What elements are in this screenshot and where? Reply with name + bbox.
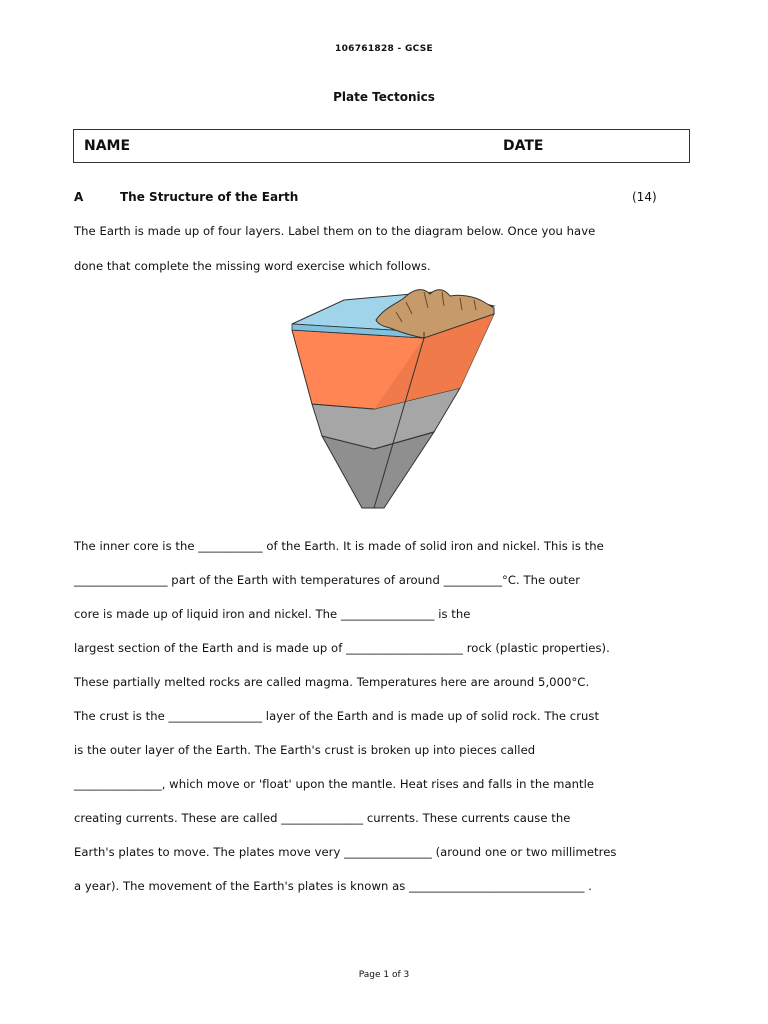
exercise-line: The inner core is the ___________ of the Earth. It is made of solid iron and nickel. This is the — [74, 539, 604, 553]
intro-line: The Earth is made up of four layers. Label them on to the diagram below. Once you have — [74, 224, 596, 238]
exercise-line: largest section of the Earth and is made up of ____________________ rock (plastic properties). — [74, 641, 610, 655]
exercise-line: Earth's plates to move. The plates move very _______________ (around one or two millimetres — [74, 845, 617, 859]
exercise-line: The crust is the ________________ layer of the Earth and is made up of solid rock. The crust — [74, 709, 600, 723]
exercise-line: _______________, which move or 'float' upon the mantle. Heat rises and falls in the mantle — [74, 777, 595, 791]
section-heading: The Structure of the Earth — [120, 190, 299, 204]
name-date-box — [73, 129, 690, 163]
page-number: Page 1 of 3 — [358, 970, 410, 980]
exercise-line: core is made up of liquid iron and nickel. The ________________ is the — [74, 607, 471, 621]
page-title: Plate Tectonics — [333, 90, 435, 104]
earth-layers-diagram — [284, 286, 498, 510]
date-label: DATE — [503, 138, 544, 154]
name-label: NAME — [84, 138, 131, 154]
exercise-line: ________________ part of the Earth with temperatures of around __________°C. The outer — [74, 573, 581, 587]
section-marks: (14) — [632, 190, 657, 204]
exercise-line: is the outer layer of the Earth. The Earth's crust is broken up into pieces called — [74, 743, 536, 757]
document-id: 106761828 - GCSE — [335, 44, 433, 54]
section-letter: A — [74, 190, 84, 204]
exercise-line: creating currents. These are called ______________ currents. These currents cause the — [74, 811, 571, 825]
intro-line: done that complete the missing word exercise which follows. — [74, 259, 431, 273]
exercise-line: These partially melted rocks are called magma. Temperatures here are around 5,000°C. — [74, 675, 590, 689]
exercise-line: a year). The movement of the Earth's plates is known as ______________________________ . — [74, 879, 592, 893]
